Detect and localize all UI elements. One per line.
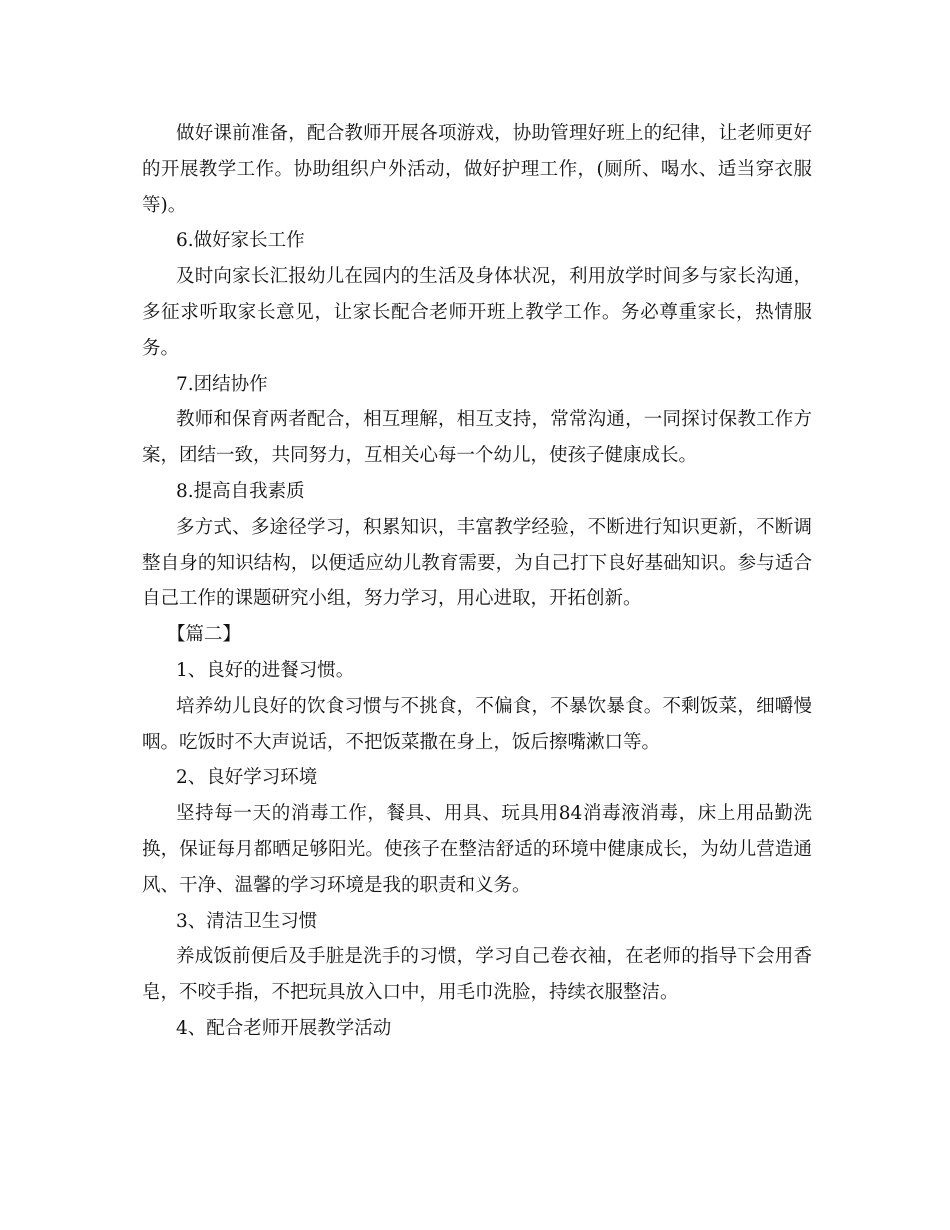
paragraph-learning-environment: 坚持每一天的消毒工作，餐具、用具、玩具用84消毒液消毒，床上用品勤洗换，保证每月都晒足够阳光。使孩子在整洁舒适的环境中健康成长，为幼儿营造通风、干净、温馨的学习环境是我的职责和义务。: [142, 803, 812, 896]
document-body: [142, 116, 812, 1047]
heading-hygiene-habits: 3、清洁卫生习惯: [176, 910, 318, 932]
paragraph-eating-habits: 培养幼儿良好的饮食习惯与不挑食，不偏食，不暴饮暴食。不剩饭菜，细嚼慢咽。吃饭时不大声说话，不把饭菜撒在身上，饭后擦嘴漱口等。: [142, 695, 812, 753]
paragraph-hygiene-habits: 养成饭前便后及手脏是洗手的习惯，学习自己卷衣袖，在老师的指导下会用香皂，不咬手指，不把玩具放入口中，用毛巾洗脸，持续衣服整洁。: [142, 946, 812, 1004]
heading-teamwork: 7.团结协作: [176, 373, 268, 395]
paragraph-parent-work: 及时向家长汇报幼儿在园内的生活及身体状况，利用放学时间多与家长沟通，多征求听取家长意见，让家长配合老师开班上教学工作。务必尊重家长，热情服务。: [142, 266, 812, 359]
heading-teaching-activities: 4、配合老师开展教学活动: [176, 1017, 392, 1039]
section-title-part-two: 【篇二】: [167, 624, 242, 646]
heading-parent-work: 6.做好家长工作: [176, 230, 305, 252]
heading-learning-environment: 2、良好学习环境: [176, 767, 318, 789]
paragraph-self-improvement: 多方式、多途径学习，积累知识，丰富教学经验，不断进行知识更新，不断调整自身的知识结构，以便适应幼儿教育需要，为自己打下良好基础知识。参与适合自己工作的课题研究小组，努力学习，用心进取，开拓创新。: [142, 516, 812, 610]
heading-eating-habits: 1、良好的进餐习惯。: [176, 659, 355, 681]
paragraph-teamwork: 教师和保育两者配合，相互理解，相互支持，常常沟通，一同探讨保教工作方案，团结一致，共同努力，互相关心每一个幼儿，使孩子健康成长。: [142, 409, 812, 467]
heading-self-improvement: 8.提高自我素质: [176, 480, 305, 502]
paragraph-class-preparation: 做好课前准备，配合教师开展各项游戏，协助管理好班上的纪律，让老师更好的开展教学工作。协助组织户外活动，做好护理工作，(厕所、喝水、适当穿衣服等)。: [142, 123, 812, 216]
